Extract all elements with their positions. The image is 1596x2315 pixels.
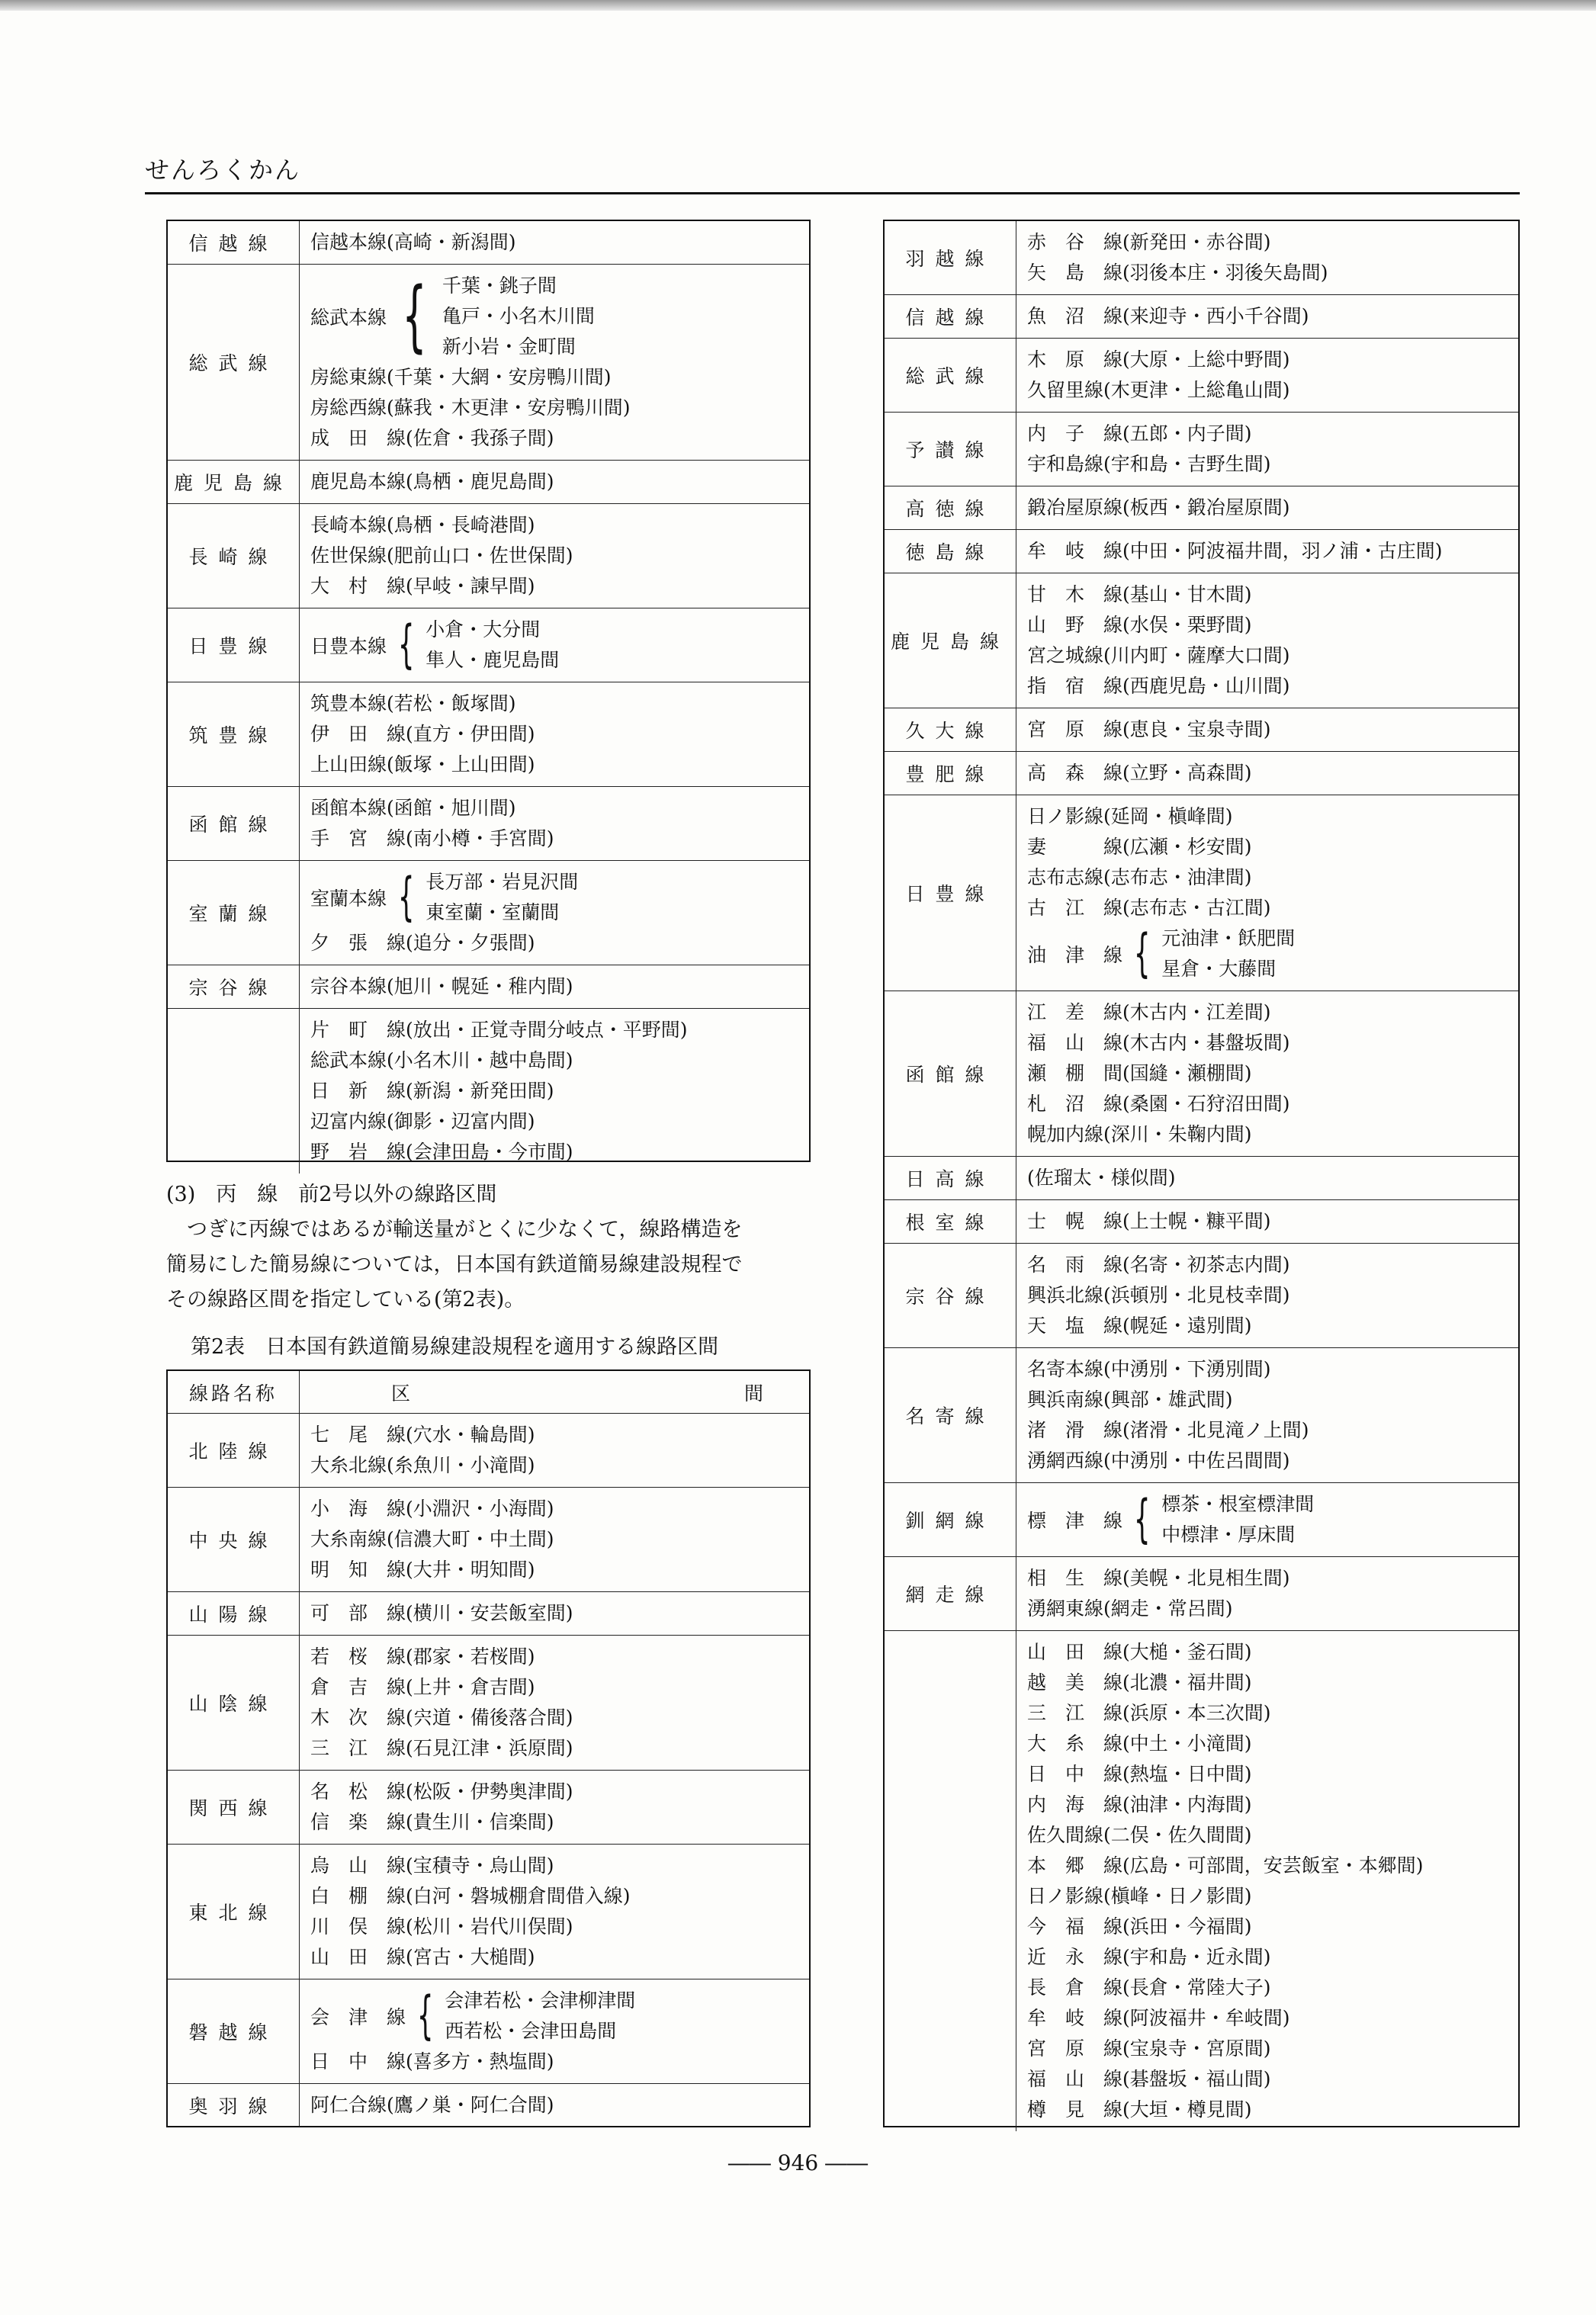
route-group-label: 北陸線 bbox=[168, 1414, 300, 1487]
line-entry: 今 福 線(浜田・今福間) bbox=[1027, 1915, 1252, 1938]
route-group-label: 信越線 bbox=[168, 221, 300, 264]
line-entry: 日 中 線(喜多方・熱塩間) bbox=[310, 2050, 554, 2073]
page-number: ―― 946 ―― bbox=[727, 2150, 869, 2175]
section-item: 会津若松・会津柳津間 bbox=[445, 1989, 636, 2012]
brace-icon: { bbox=[416, 1986, 434, 2046]
route-group-label: 筑豊線 bbox=[168, 682, 300, 786]
route-group-label: 宗谷線 bbox=[885, 1244, 1016, 1347]
brace-icon: { bbox=[397, 615, 415, 675]
line-entry: 宮 原 線(宝泉寺・宮原間) bbox=[1027, 2037, 1271, 2060]
line-entry: 湧網西線(中湧別・中佐呂間間) bbox=[1027, 1450, 1290, 1472]
line-entry: 宮 原 線(恵良・宝泉寺間) bbox=[1027, 718, 1271, 740]
line-name: 総武本線 bbox=[310, 307, 387, 329]
line-entry: 伊 田 線(直方・伊田間) bbox=[310, 723, 535, 745]
table-row bbox=[168, 1979, 809, 2084]
route-sections bbox=[1016, 1557, 1518, 1630]
route-sections bbox=[300, 461, 809, 503]
line-entry: 長 倉 線(長倉・常陸大子) bbox=[1027, 1976, 1271, 1999]
braced-line bbox=[310, 615, 809, 676]
line-name: 日豊本線 bbox=[310, 635, 387, 657]
line-entry: 日ノ影線(槇峰・日ノ影間) bbox=[1027, 1885, 1252, 1907]
line-entry: 若 桜 線(郡家・若桜間) bbox=[310, 1646, 535, 1668]
table-row bbox=[885, 1157, 1518, 1200]
route-group-label: 函館線 bbox=[885, 991, 1016, 1156]
route-group-label: 中央線 bbox=[168, 1488, 300, 1591]
table-row bbox=[168, 221, 809, 265]
line-entry: 房総東線(千葉・大網・安房鴨川間) bbox=[310, 366, 612, 388]
line-entry: 大 村 線(早岐・諫早間) bbox=[310, 575, 535, 597]
line-entry: 川 俣 線(松川・岩代川俣間) bbox=[310, 1915, 573, 1938]
line-entry: 烏 山 線(宝積寺・烏山間) bbox=[310, 1854, 554, 1877]
table-row bbox=[885, 339, 1518, 413]
section-item: 亀戸・小名木川間 bbox=[442, 305, 595, 327]
table-row bbox=[885, 1244, 1518, 1348]
table-header-row bbox=[168, 1371, 809, 1414]
line-entry: 三 江 線(浜原・本三次間) bbox=[1027, 1702, 1271, 1724]
line-entry: 佐世保線(肥前山口・佐世保間) bbox=[310, 544, 573, 567]
section-item: 新小岩・金町間 bbox=[442, 336, 576, 358]
line-entry: 房総西線(蘇我・木更津・安房鴨川間) bbox=[310, 397, 631, 419]
line-entry: 宇和島線(宇和島・吉野生間) bbox=[1027, 453, 1271, 475]
line-entry: 大 糸 線(中土・小滝間) bbox=[1027, 1732, 1252, 1755]
line-entry: 士 幌 線(上士幌・糠平間) bbox=[1027, 1210, 1271, 1232]
line-entry: 函館本線(函館・旭川間) bbox=[310, 797, 516, 819]
route-sections bbox=[1016, 795, 1518, 991]
table-row bbox=[885, 1200, 1518, 1244]
line-entry: 木 原 線(大原・上総中野間) bbox=[1027, 348, 1290, 371]
brace-items bbox=[1161, 1489, 1314, 1550]
route-sections bbox=[1016, 221, 1518, 294]
line-entry: 三 江 線(石見江津・浜原間) bbox=[310, 1737, 573, 1759]
route-group-label: 函館線 bbox=[168, 787, 300, 860]
route-sections bbox=[300, 1845, 809, 1979]
table-caption: 第2表 日本国有鉄道簡易線建設規程を適用する線路区間 bbox=[191, 1335, 719, 1359]
table-row bbox=[168, 2084, 809, 2127]
line-entry: 手 宮 線(南小樽・手宮間) bbox=[310, 827, 554, 849]
route-sections bbox=[1016, 295, 1518, 338]
table-row bbox=[168, 1592, 809, 1636]
route-sections bbox=[300, 608, 809, 682]
line-entry: 成 田 線(佐倉・我孫子間) bbox=[310, 427, 554, 449]
section-item: 隼人・鹿児島間 bbox=[425, 649, 560, 671]
page-header-title: せんろくかん bbox=[145, 156, 301, 185]
route-group-label: 磐越線 bbox=[168, 1979, 300, 2083]
line-entry: 名 雨 線(名寄・初茶志内間) bbox=[1027, 1254, 1290, 1276]
line-entry: 山 田 線(宮古・大槌間) bbox=[310, 1946, 535, 1968]
route-sections bbox=[300, 1488, 809, 1591]
line-entry: 大糸南線(信濃大町・中土間) bbox=[310, 1528, 554, 1550]
line-name: 標 津 線 bbox=[1027, 1510, 1123, 1532]
line-entry: 指 宿 線(西鹿児島・山川間) bbox=[1027, 675, 1290, 697]
section-item: 標茶・根室標津間 bbox=[1161, 1493, 1315, 1515]
route-group-label: 日豊線 bbox=[885, 795, 1016, 991]
brace-icon: { bbox=[1133, 923, 1151, 984]
line-name: 室蘭本線 bbox=[310, 888, 387, 910]
line-entry: 日 中 線(熱塩・日中間) bbox=[1027, 1763, 1252, 1785]
table-row bbox=[885, 1348, 1518, 1483]
line-entry: 福 山 線(碁盤坂・福山間) bbox=[1027, 2068, 1271, 2090]
line-entry: 野 岩 線(会津田島・今市間) bbox=[310, 1141, 573, 1163]
route-sections bbox=[1016, 1631, 1518, 2131]
section-item: 西若松・会津田島間 bbox=[445, 2020, 617, 2042]
table-row bbox=[885, 1483, 1518, 1557]
route-group-label: 予讃線 bbox=[885, 413, 1016, 486]
route-group-label: 名寄線 bbox=[885, 1348, 1016, 1482]
line-entry: 瀬 棚 間(国縫・瀬棚間) bbox=[1027, 1062, 1252, 1084]
route-sections bbox=[300, 504, 809, 608]
line-entry: 相 生 線(美幌・北見相生間) bbox=[1027, 1567, 1290, 1589]
route-group-label: 網走線 bbox=[885, 1557, 1016, 1630]
table-row bbox=[168, 682, 809, 787]
section-item: 星倉・大藤間 bbox=[1161, 958, 1276, 980]
line-entry: 幌加内線(深川・朱鞠内間) bbox=[1027, 1123, 1252, 1145]
route-sections bbox=[1016, 573, 1518, 708]
section-paragraph bbox=[166, 1212, 822, 1318]
line-entry: 湧網東線(網走・常呂間) bbox=[1027, 1597, 1233, 1620]
line-entry: 宮之城線(川内町・薩摩大口間) bbox=[1027, 644, 1290, 666]
route-group-label: 東北線 bbox=[168, 1845, 300, 1979]
line-entry: 越 美 線(北濃・福井間) bbox=[1027, 1671, 1252, 1694]
table-row bbox=[168, 608, 809, 682]
line-entry: 牟 岐 線(中田・阿波福井間，羽ノ浦・古庄間) bbox=[1027, 540, 1443, 562]
section-item: 元油津・飫肥間 bbox=[1161, 927, 1296, 949]
line-entry: 福 山 線(木古内・碁盤坂間) bbox=[1027, 1032, 1290, 1054]
braced-line bbox=[1027, 1489, 1518, 1550]
route-sections bbox=[300, 265, 809, 460]
table-row bbox=[168, 1845, 809, 1979]
section-item: 小倉・大分間 bbox=[425, 618, 541, 641]
line-entry: 辺富内線(御影・辺富内間) bbox=[310, 1110, 535, 1132]
brace-icon: { bbox=[402, 271, 427, 361]
route-group-label bbox=[885, 1631, 1016, 2131]
line-entry: 鍛冶屋原線(板西・鍛冶屋原間) bbox=[1027, 496, 1290, 519]
route-group-label bbox=[168, 1009, 300, 1174]
line-entry: 渚 滑 線(渚滑・北見滝ノ上間) bbox=[1027, 1419, 1309, 1441]
table-row bbox=[168, 1771, 809, 1845]
table-row bbox=[168, 1414, 809, 1488]
route-group-label: 信越線 bbox=[885, 295, 1016, 338]
route-group-label: 宗谷線 bbox=[168, 965, 300, 1008]
line-entry: 興浜北線(浜頓別・北見枝幸間) bbox=[1027, 1284, 1290, 1306]
line-entry: 日ノ影線(延岡・槇峰間) bbox=[1027, 805, 1233, 827]
paragraph-line: その線路区間を指定している(第2表)。 bbox=[166, 1288, 525, 1312]
table-simple-lines-right bbox=[883, 220, 1520, 2127]
header-route-name: 線路名称 bbox=[168, 1371, 300, 1413]
route-group-label: 室蘭線 bbox=[168, 861, 300, 965]
table-main-lines-left bbox=[166, 220, 811, 1162]
table-row bbox=[168, 1009, 809, 1174]
line-entry: 甘 木 線(基山・甘木間) bbox=[1027, 583, 1252, 605]
table-row bbox=[168, 1636, 809, 1771]
table-row bbox=[885, 1557, 1518, 1631]
route-group-label: 総武線 bbox=[885, 339, 1016, 412]
route-group-label: 鹿児島線 bbox=[885, 573, 1016, 708]
table-row bbox=[885, 752, 1518, 795]
table-row bbox=[885, 1631, 1518, 2131]
route-group-label: 関西線 bbox=[168, 1771, 300, 1844]
table-row bbox=[168, 265, 809, 461]
line-entry: 天 塩 線(幌延・遠別間) bbox=[1027, 1315, 1252, 1337]
line-entry: 山 野 線(水俣・栗野間) bbox=[1027, 614, 1252, 636]
header-section bbox=[300, 1371, 809, 1413]
line-entry: 木 次 線(宍道・備後落合間) bbox=[310, 1707, 573, 1729]
line-entry: 宗谷本線(旭川・幌延・稚内間) bbox=[310, 975, 573, 997]
line-entry: 妻 線(広瀬・杉安間) bbox=[1027, 836, 1252, 858]
line-name: 油 津 線 bbox=[1027, 944, 1123, 966]
brace-items bbox=[425, 615, 559, 676]
line-entry: 名 松 線(松阪・伊勢奥津間) bbox=[310, 1780, 573, 1803]
header-section-labels bbox=[300, 1371, 809, 1413]
line-entry: 倉 吉 線(上井・倉吉間) bbox=[310, 1676, 535, 1698]
route-sections bbox=[300, 1636, 809, 1770]
section-item: 東室蘭・室蘭間 bbox=[425, 901, 560, 923]
line-entry: 久留里線(木更津・上総亀山間) bbox=[1027, 379, 1290, 401]
line-entry: 本 郷 線(広島・可部間，安芸飯室・本郷間) bbox=[1027, 1854, 1424, 1877]
route-sections bbox=[300, 1009, 809, 1174]
line-entry: 信 楽 線(貴生川・信楽間) bbox=[310, 1811, 554, 1833]
line-entry: 小 海 線(小淵沢・小海間) bbox=[310, 1498, 554, 1520]
section-heading: (3) 丙 線 前2号以外の線路区間 bbox=[166, 1183, 497, 1206]
route-group-label: 久大線 bbox=[885, 708, 1016, 751]
route-sections bbox=[300, 1592, 809, 1635]
route-sections bbox=[1016, 1157, 1518, 1199]
line-entry: 魚 沼 線(来迎寺・西小千谷間) bbox=[1027, 305, 1309, 327]
route-group-label: 羽越線 bbox=[885, 221, 1016, 294]
route-sections bbox=[1016, 991, 1518, 1156]
line-entry: 日 新 線(新潟・新発田間) bbox=[310, 1080, 554, 1102]
route-sections bbox=[300, 861, 809, 965]
route-sections bbox=[1016, 339, 1518, 412]
route-group-label: 山陰線 bbox=[168, 1636, 300, 1770]
header-ku: 区 bbox=[391, 1382, 411, 1405]
table-row bbox=[885, 221, 1518, 295]
line-entry: 佐久間線(二俣・佐久間間) bbox=[1027, 1824, 1252, 1846]
route-sections bbox=[1016, 530, 1518, 573]
header-rule bbox=[145, 192, 1520, 194]
line-entry: 明 知 線(大井・明知間) bbox=[310, 1559, 535, 1581]
line-entry: 可 部 線(横川・安芸飯室間) bbox=[310, 1602, 573, 1624]
table-row bbox=[168, 1488, 809, 1592]
line-entry: 矢 島 線(羽後本庄・羽後矢島間) bbox=[1027, 262, 1328, 284]
brace-items bbox=[445, 1986, 635, 2047]
line-entry: 山 田 線(大槌・釜石間) bbox=[1027, 1641, 1252, 1663]
line-entry: 上山田線(飯塚・上山田間) bbox=[310, 753, 535, 775]
line-entry: 内 海 線(油津・内海間) bbox=[1027, 1793, 1252, 1816]
line-name: 会 津 線 bbox=[310, 2006, 406, 2028]
section-item: 長万部・岩見沢間 bbox=[425, 871, 579, 893]
route-group-label: 日高線 bbox=[885, 1157, 1016, 1199]
line-entry: 片 町 線(放出・正覚寺間分岐点・平野間) bbox=[310, 1019, 688, 1041]
route-group-label: 総武線 bbox=[168, 265, 300, 460]
line-entry: 牟 岐 線(阿波福井・牟岐間) bbox=[1027, 2007, 1290, 2029]
line-entry: 江 差 線(木古内・江差間) bbox=[1027, 1001, 1271, 1023]
header-kan: 間 bbox=[743, 1382, 763, 1405]
route-group-label: 根室線 bbox=[885, 1200, 1016, 1243]
line-entry: 信越本線(高崎・新潟間) bbox=[310, 231, 516, 253]
route-group-label: 豊肥線 bbox=[885, 752, 1016, 795]
brace-items bbox=[442, 271, 595, 362]
line-entry: 近 永 線(宇和島・近永間) bbox=[1027, 1946, 1271, 1968]
table-row bbox=[885, 530, 1518, 573]
line-entry: 夕 張 線(追分・夕張間) bbox=[310, 932, 535, 954]
route-sections bbox=[1016, 708, 1518, 751]
route-group-label: 鹿児島線 bbox=[168, 461, 300, 503]
table-row bbox=[885, 708, 1518, 752]
route-sections bbox=[1016, 1348, 1518, 1482]
line-entry: (佐瑠太・様似間) bbox=[1027, 1167, 1176, 1189]
line-entry: 総武本線(小名木川・越中島間) bbox=[310, 1049, 573, 1071]
table-row bbox=[168, 461, 809, 504]
line-entry: 札 沼 線(桑園・石狩沼田間) bbox=[1027, 1093, 1290, 1115]
table-simple-lines-left bbox=[166, 1369, 811, 2127]
table-row bbox=[885, 486, 1518, 530]
line-entry: 古 江 線(志布志・古江間) bbox=[1027, 897, 1271, 919]
line-entry: 内 子 線(五郎・内子間) bbox=[1027, 422, 1252, 445]
route-sections bbox=[300, 965, 809, 1008]
route-group-label: 徳島線 bbox=[885, 530, 1016, 573]
paragraph-line: 簡易にした簡易線については，日本国有鉄道簡易線建設規程で bbox=[166, 1253, 743, 1276]
route-sections bbox=[300, 1979, 809, 2083]
route-sections bbox=[1016, 1483, 1518, 1556]
route-sections bbox=[300, 1414, 809, 1487]
table-row bbox=[885, 295, 1518, 339]
section-item: 千葉・銚子間 bbox=[442, 275, 557, 297]
brace-icon: { bbox=[1133, 1489, 1151, 1549]
section-item: 中標津・厚床間 bbox=[1161, 1524, 1296, 1546]
line-entry: 筑豊本線(若松・飯塚間) bbox=[310, 692, 516, 714]
route-sections bbox=[1016, 752, 1518, 795]
line-entry: 高 森 線(立野・高森間) bbox=[1027, 762, 1252, 784]
line-entry: 赤 谷 線(新発田・赤谷間) bbox=[1027, 231, 1271, 253]
line-entry: 白 棚 線(白河・磐城棚倉間借入線) bbox=[310, 1885, 631, 1907]
route-sections bbox=[1016, 486, 1518, 529]
line-entry: 樽 見 線(大垣・樽見間) bbox=[1027, 2098, 1252, 2121]
route-group-label: 山陽線 bbox=[168, 1592, 300, 1635]
route-sections bbox=[300, 221, 809, 264]
route-sections bbox=[300, 1771, 809, 1844]
brace-items bbox=[425, 867, 578, 928]
table-row bbox=[885, 413, 1518, 486]
line-entry: 志布志線(志布志・油津間) bbox=[1027, 866, 1252, 888]
line-entry: 興浜南線(興部・雄武間) bbox=[1027, 1389, 1233, 1411]
route-sections bbox=[300, 682, 809, 786]
braced-line bbox=[310, 271, 809, 362]
route-group-label: 釧網線 bbox=[885, 1483, 1016, 1556]
table-row bbox=[885, 795, 1518, 991]
table-row bbox=[168, 504, 809, 608]
braced-line bbox=[310, 867, 809, 928]
paragraph-line: つぎに丙線ではあるが輸送量がとくに少なくて，線路構造を bbox=[166, 1218, 743, 1241]
table-row bbox=[885, 573, 1518, 708]
table-row bbox=[885, 991, 1518, 1157]
braced-line bbox=[1027, 923, 1518, 984]
line-entry: 阿仁合線(鷹ノ巣・阿仁合間) bbox=[310, 2094, 554, 2116]
route-sections bbox=[1016, 413, 1518, 486]
route-sections bbox=[300, 787, 809, 860]
line-entry: 長崎本線(鳥栖・長崎港間) bbox=[310, 514, 535, 536]
route-sections bbox=[300, 2084, 809, 2127]
brace-items bbox=[1161, 923, 1295, 984]
line-entry: 鹿児島本線(鳥栖・鹿児島間) bbox=[310, 470, 554, 493]
scan-edge bbox=[0, 0, 1596, 11]
table-row bbox=[168, 965, 809, 1009]
brace-icon: { bbox=[397, 867, 415, 927]
line-entry: 名寄本線(中湧別・下湧別間) bbox=[1027, 1358, 1271, 1380]
route-group-label: 長崎線 bbox=[168, 504, 300, 608]
route-group-label: 高徳線 bbox=[885, 486, 1016, 529]
route-group-label: 奥羽線 bbox=[168, 2084, 300, 2127]
line-entry: 七 尾 線(穴水・輪島間) bbox=[310, 1424, 535, 1446]
line-entry: 大糸北線(糸魚川・小滝間) bbox=[310, 1454, 535, 1476]
braced-line bbox=[310, 1986, 809, 2047]
route-group-label: 日豊線 bbox=[168, 608, 300, 682]
table-row bbox=[168, 861, 809, 965]
route-sections bbox=[1016, 1244, 1518, 1347]
route-sections bbox=[1016, 1200, 1518, 1243]
table-row bbox=[168, 787, 809, 861]
